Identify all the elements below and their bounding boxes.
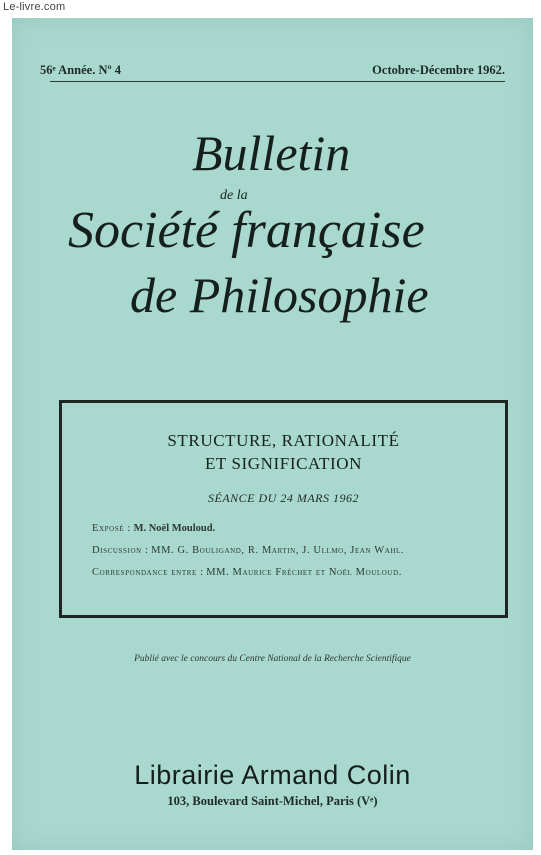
- title-bulletin: Bulletin: [192, 125, 351, 181]
- expose-label: Exposé :: [92, 523, 131, 534]
- cover-header: [40, 63, 505, 78]
- content-box: [59, 400, 508, 618]
- discussion-value: MM. G. Bouligand, R. Martin, J. Ullmo, Jean Wahl.: [151, 545, 405, 556]
- publisher-name: Librairie Armand Colin: [134, 760, 411, 790]
- header-rule: [50, 81, 505, 82]
- title-societe: Société française: [68, 202, 425, 259]
- expose-line: [92, 522, 505, 535]
- issue-date: Octobre-Décembre 1962.: [372, 63, 505, 77]
- session-title-line1: STRUCTURE, RATIONALITÉ: [167, 431, 400, 450]
- correspondance-label: Correspondance entre :: [92, 567, 204, 578]
- publisher-address: 103, Boulevard Saint-Michel, Paris (Vᵉ): [167, 794, 378, 808]
- discussion-line: [92, 544, 505, 557]
- discussion-label: Discussion :: [92, 545, 149, 556]
- correspondance-value: MM. Maurice Fréchet et Noël Mouloud.: [206, 567, 402, 578]
- expose-value: M. Noël Mouloud.: [133, 523, 216, 534]
- title-philosophie: de Philosophie: [130, 267, 429, 323]
- publication-note: Publié avec le concours du Centre National de la Recherche Scientifique: [134, 654, 411, 664]
- correspondance-line: [92, 566, 505, 579]
- session-date: SÉANCE DU 24 MARS 1962: [208, 491, 359, 505]
- book-cover: [12, 18, 533, 850]
- session-title-line2: ET SIGNIFICATION: [204, 454, 363, 473]
- watermark: Le-livre.com: [3, 1, 66, 13]
- issue-number: 56ᵉ Année. Nº 4: [40, 63, 121, 77]
- title-de-la: de la: [220, 188, 248, 203]
